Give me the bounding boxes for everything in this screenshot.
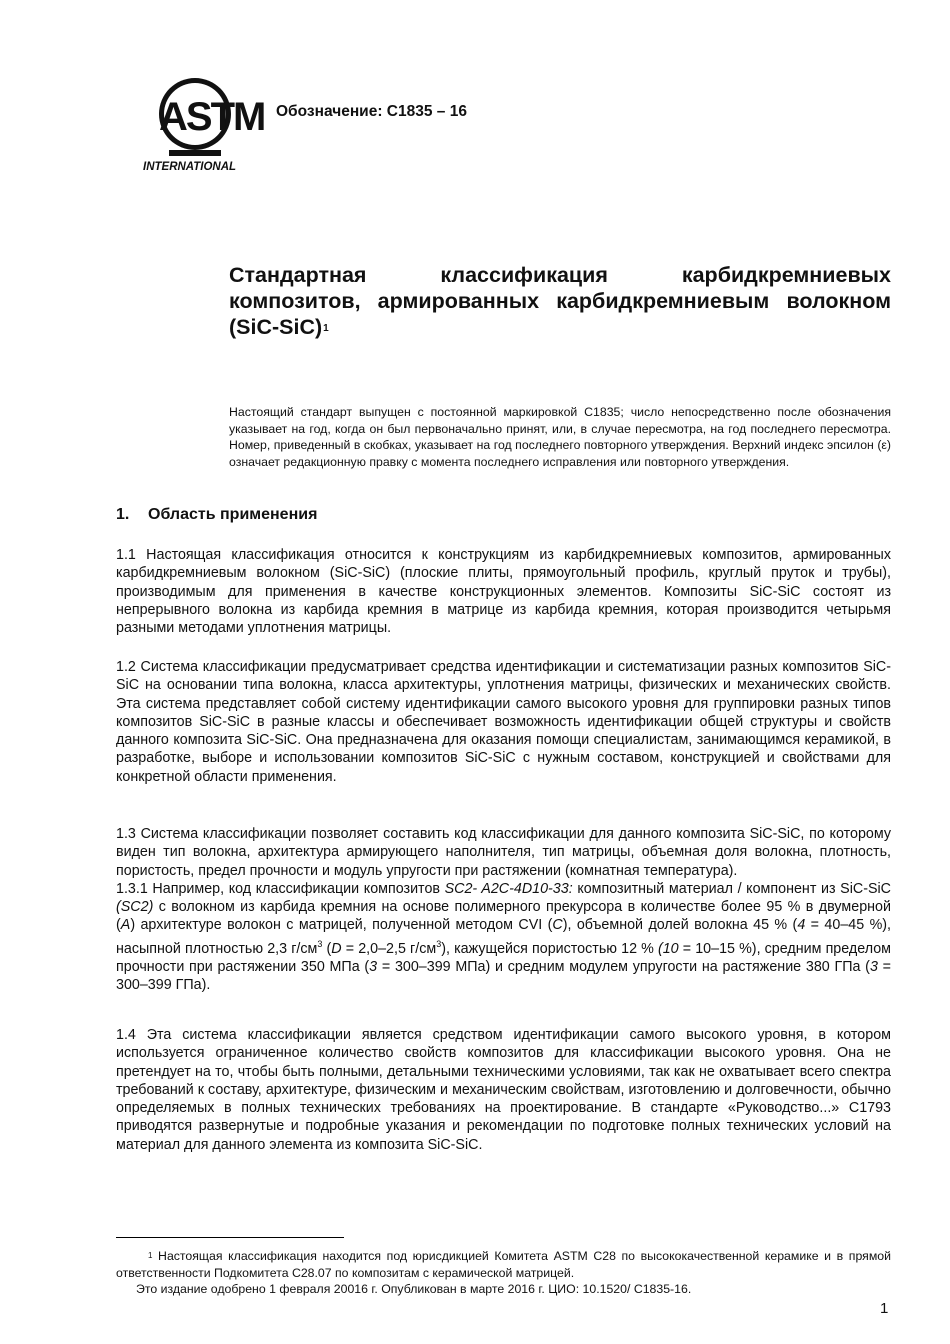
standard-notice: Настоящий стандарт выпущен с постоянной маркировкой C1835; число непосредственно после обозначения указывает на год, когда он был первоначально принят, или, в случае пересмотра, на год последнего пересмотра. Номер, приведенный в скобках, указывает на год последнего повторного утверждения. Верхний индекс эпсилон (ε) означает редакционную правку с момента последнего исправления или повторного утверждения.	[229, 405, 891, 469]
paragraph-1-3	[116, 825, 891, 994]
logo-letters: ASTM	[159, 95, 265, 139]
footnote-approval: Это издание одобрено 1 февраля 20016 г. Опубликован в марте 2016 г. ЦИО: 10.1520/ C1835-16.	[136, 1282, 692, 1296]
logo-subtitle: INTERNATIONAL	[143, 161, 237, 173]
title-text: Стандартная классификация карбидкремниевых композитов, армированных карбидкремниевым волокном (SiC-SiC)	[229, 263, 891, 339]
document-title	[229, 262, 891, 340]
paragraph-1-3-text: 1.3 Система классификации позволяет составить код классификации для данного композита SiC-SiC, по которому виден тип волокна, архитектура армирующего наполнителя, тип матрицы, объемная доля волокна, плотность, пористость, предел прочности и модуль упругости при растяжении (комнатная температура).	[116, 826, 891, 879]
page-number: 1	[880, 1300, 889, 1317]
footnote-divider	[116, 1237, 344, 1238]
paragraph-1-2: 1.2 Система классификации предусматривает средства идентификации и систематизации разных композитов SiC-SiC на основании типа волокна, класса архитектуры, уплотнения матрицы, физических и механических свойств. Эта система представляет собой систему идентификации самого высокого уровня для группировки разных типов композитов SiC-SiC в разные классы и обеспечивает возможность идентификации общей структуры и свойств данного композита SiC-SiC. Она предназначена для оказания помощи специалистам, занимающимся керамикой, в разработке, выборе и использовании композитов SiC-SiC с нужным составом, конструкцией и свойствами для конкретной области применения.	[116, 659, 891, 785]
astm-international-logo	[143, 74, 265, 174]
paragraph-1-3-1: 1.3.1 Например, код классификации композитов SC2- A2C-4D10-33: композитный материал / компонент из SiC-SiC (SC2) с волокном из карбида кремния на основе полимерного прекурсора в количестве более 95 % в двумерной (A) архитектуре волокон с матрицей, полученной методом CVI (C), объемной долей волокна 45 % (4 = 40–45 %), насыпной плотностью 2,3 $г/см^3$ (D = 2,0–2,5 $г/см^3$), кажущейся пористостью 12 % (10 = 10–15 %), средним пределом прочности при растяжении 350 МПа (3 = 300–399 МПа) и средним модулем упругости на растяжение 380 ГПа (3 = 300–399 ГПа).	[116, 880, 892, 994]
paragraph-1-4: 1.4 Эта система классификации является средством идентификации самого высокого уровня, в котором используется ограниченное количество свойств композитов для классификации высокого уровня. Она не претендует на то, чтобы быть полными, детальными техническими условиями, так как не охватывает всего спектра требований к составу, архитектуре, физическим и механическим свойствам, изготовлению и долговечности, обычно определяемых в полных технических требованиях на проектирование. В стандарте «Руководство...» C1793 приводятся развернутые и подробные указания и рекомендации по подготовке полных технических условий на материал для данного элемента из композита SiC-SiC.	[116, 1027, 891, 1153]
footnote	[116, 1248, 891, 1298]
section-heading	[116, 506, 317, 524]
standard-designation: Обозначение: C1835 – 16	[276, 103, 467, 120]
title-footnote-mark: 1	[323, 323, 329, 334]
section-number: 1.	[116, 506, 130, 523]
footnote-text: Настоящая классификация находится под юрисдикцией Комитета ASTM C28 по высококачественной керамике и в прямой ответственности Подкомитета C28.07 по композитам с керамической матрицей.	[116, 1249, 891, 1280]
paragraph-1-1: 1.1 Настоящая классификация относится к конструкциям из карбидкремниевых композитов, армированных карбидкремниевым волокном (SiC-SiC) (плоские плиты, прямоугольный профиль, круглый пруток и трубы), производимым для применения в качестве конструкционных элементов. Композиты SiC-SiC состоят из непрерывного волокна из карбида кремния в матрице из карбида кремния, которая производится четырьмя разными методами уплотнения матрицы.	[116, 547, 891, 637]
section-title: Область применения	[148, 506, 318, 523]
footnote-mark: 1	[148, 1251, 153, 1260]
